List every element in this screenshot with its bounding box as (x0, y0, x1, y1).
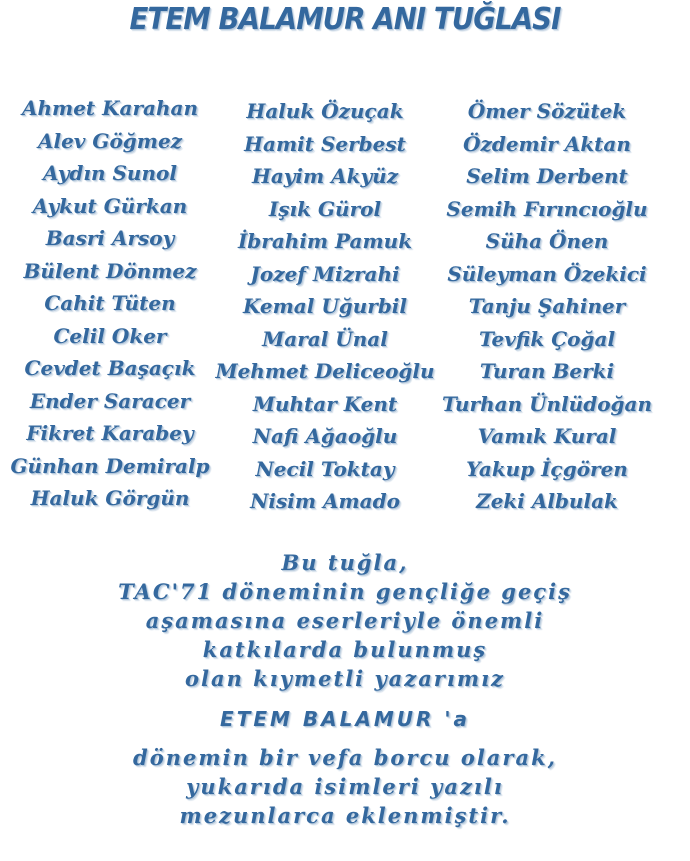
dedication-line: aşamasına eserleriyle önemli (145, 608, 545, 633)
names-column-2 (205, 95, 445, 518)
dedication-line: TAC'71 döneminin gençliğe geçiş (118, 579, 572, 604)
graduate-name: Özdemir Aktan (463, 131, 631, 156)
graduate-name: Haluk Görgün (30, 486, 190, 510)
graduate-name: Fikret Karabey (26, 421, 194, 445)
graduate-name: Ahmet Karahan (21, 96, 199, 120)
dedication-line: Bu tuğla, (281, 550, 409, 575)
graduate-name: Tanju Şahiner (468, 294, 626, 318)
dedication-line: mezunlarca eklenmiştir. (179, 803, 511, 828)
graduate-name: Işık Gürol (268, 196, 382, 221)
graduate-name: Mehmet Deliceoğlu (215, 359, 435, 383)
graduate-name: Haluk Özuçak (246, 99, 404, 123)
graduate-name: Alev Göğmez (37, 128, 183, 153)
graduate-name: Ender Saracer (29, 388, 191, 413)
dedication-block (0, 548, 690, 830)
graduate-name: İbrahim Pamuk (237, 229, 413, 253)
graduate-name: Nisim Amado (250, 489, 400, 513)
graduate-name: Nafi Ağaoğlu (252, 424, 398, 448)
names-column-1 (0, 92, 230, 515)
graduate-name: Yakup İçgören (466, 456, 628, 481)
graduate-name: Süleyman Özekici (447, 261, 647, 286)
graduate-name: Zeki Albulak (476, 489, 618, 513)
names-column-3 (427, 95, 667, 518)
graduate-name: Cahit Tüten (44, 291, 176, 315)
graduate-name: Turhan Ünlüdoğan (441, 391, 653, 416)
graduate-name: Hamit Serbest (244, 131, 406, 156)
graduate-name: Bülent Dönmez (23, 258, 197, 283)
dedication-line: dönemin bir vefa borcu olarak, (133, 745, 557, 770)
graduate-name: Vamık Kural (477, 424, 617, 448)
dedication-line: olan kıymetli yazarımız (185, 666, 505, 691)
graduate-name: Semih Fırıncıoğlu (446, 196, 648, 221)
graduate-name: Maral Ünal (262, 326, 388, 351)
graduate-name: Aykut Gürkan (32, 193, 188, 218)
graduate-name: Basri Arsoy (45, 226, 175, 250)
graduate-name: Aydın Sunol (43, 161, 177, 185)
graduate-name: Günhan Demiralp (10, 453, 210, 478)
graduate-name: Cevdet Başaçık (24, 356, 196, 380)
graduate-name: Celil Oker (53, 323, 167, 348)
dedication-name: ETEM BALAMUR 'a (220, 707, 470, 731)
graduate-name: Muhtar Kent (252, 391, 398, 416)
dedication-line: yukarıda isimleri yazılı (186, 774, 504, 799)
graduate-name: Selim Derbent (466, 164, 628, 188)
dedication-line: katkılarda bulunmuş (202, 637, 488, 662)
graduate-name: Turan Berki (479, 359, 615, 383)
page-title: ETEM BALAMUR ANI TUĞLASI (129, 2, 561, 37)
graduate-name: Kemal Uğurbil (242, 294, 408, 318)
graduate-name: Jozef Mizrahi (250, 261, 400, 286)
graduate-name: Ömer Sözütek (467, 99, 627, 123)
graduate-name: Süha Önen (485, 229, 609, 253)
graduate-name: Hayim Akyüz (251, 164, 399, 188)
graduate-name: Tevfik Çoğal (478, 326, 616, 351)
graduate-name: Necil Toktay (255, 456, 395, 481)
